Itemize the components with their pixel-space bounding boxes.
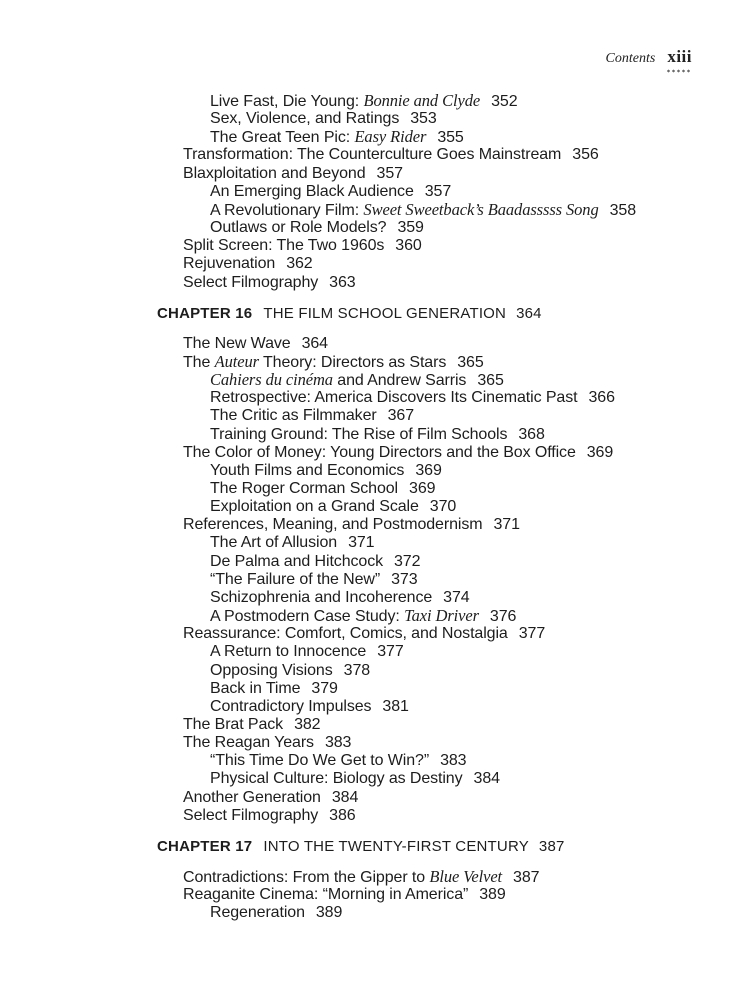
toc-section [183,807,356,825]
toc-section [183,165,403,183]
toc-section [183,516,520,534]
toc-entry-page-number: 383 [324,734,352,752]
toc-subsection [210,680,338,698]
toc-entry-title: The Color of Money: Young Directors and the Box Office [183,443,576,461]
toc-subsection [210,110,437,128]
toc-entry-title: Reaganite Cinema: “Morning in America” [183,886,469,904]
toc-entry-title: Select Filmography [183,806,319,824]
toc-entry-title: Training Ground: The Rise of Film Schools [210,425,508,443]
toc-subsection [210,480,435,498]
toc-subsection [210,752,466,770]
toc-entry-title: The Critic as Filmmaker [210,407,377,425]
chapter-number: CHAPTER 17 [157,837,253,855]
chapter-heading [157,838,565,856]
toc-entry-title: “This Time Do We Get to Win?” [210,752,430,770]
chapter-title: INTO THE TWENTY-FIRST CENTURY [263,837,529,855]
toc-entry-title: An Emerging Black Audience [210,182,414,200]
toc-section [183,886,506,904]
toc-section [183,255,313,273]
toc-entry-page-number: 384 [331,788,359,806]
toc-entry-page-number: 365 [477,372,504,390]
toc-entry-title: The Art of Allusion [210,534,338,552]
toc-subsection [210,904,342,922]
toc-entry-title: Schizophrenia and Incoherence [210,588,433,606]
toc-entry-page-number: 369 [409,480,436,497]
toc-entry-title: Another Generation [183,788,321,806]
toc-entry-title: Outlaws or Role Models? [210,219,387,237]
header-ornament [666,69,692,73]
toc-entry-page-number: 387 [513,869,540,886]
toc-entry-page-number: 362 [286,255,313,273]
toc-subsection [210,662,370,680]
toc-entry-page-number: 369 [415,461,442,479]
toc-entry-page-number: 383 [440,752,467,770]
toc-subsection [210,371,504,390]
toc-entry-title: The Great Teen Pic: Easy Rider [210,127,427,147]
toc-entry-page-number: 377 [518,625,546,643]
toc-section [183,274,356,292]
toc-section [183,237,422,255]
toc-entry-title: References, Meaning, and Postmodernism [183,516,483,534]
toc-entry-page-number: 368 [518,425,545,443]
toc-entry-page-number: 372 [394,552,421,570]
toc-subsection [210,698,409,716]
toc-subsection [210,407,414,425]
toc-entry-title: Exploitation on a Grand Scale [210,498,419,516]
toc-entry-title: Rejuvenation [183,255,276,273]
toc-subsection [210,571,418,589]
toc-entry-title: A Return to Innocence [210,643,367,661]
toc-subsection [210,770,500,788]
toc-entry-page-number: 371 [348,534,375,552]
toc-entry-page-number: 360 [395,237,422,255]
toc-entry-title: The Reagan Years [183,734,314,752]
toc-entry-title: Cahiers du cinéma and Andrew Sarris [210,370,467,390]
toc-entry-page-number: 367 [387,407,415,425]
chapter-heading [157,305,542,323]
running-header [606,47,692,73]
toc-section [183,353,484,372]
toc-entry-page-number: 373 [391,570,418,588]
toc-entry-page-number: 374 [443,588,470,606]
toc-entry-page-number: 384 [473,770,500,788]
toc-entry-title: The Roger Corman School [210,480,399,497]
toc-subsection [210,128,464,147]
toc-entry-title: A Revolutionary Film: Sweet Sweetback’s Baadasssss Song [210,199,599,219]
toc-entry-title: Reassurance: Comfort, Comics, and Nostalgia [183,625,508,643]
toc-entry-page-number: 386 [329,806,356,824]
toc-subsection [210,462,442,480]
toc-entry-page-number: 356 [572,146,599,164]
toc-entry-page-number: 353 [410,110,437,128]
toc-section [183,716,320,734]
toc-entry-title: The New Wave [183,334,291,352]
toc-subsection [210,389,615,407]
chapter-number: CHAPTER 16 [157,304,253,322]
toc-entry-page-number: 365 [457,353,484,371]
toc-entry-page-number: 379 [311,679,338,697]
toc-entry-page-number: 357 [376,164,403,182]
toc-subsection [210,426,545,444]
toc-entry-title: Sex, Violence, and Ratings [210,110,400,128]
toc-entry-title: Regeneration [210,904,305,922]
chapter-title: THE FILM SCHOOL GENERATION [263,304,507,322]
toc-subsection [210,201,636,220]
toc-entry-title: Contradictions: From the Gipper to Blue Velvet [183,867,503,886]
toc-entry-title: Split Screen: The Two 1960s [183,237,385,255]
toc-entry-page-number: 358 [609,201,636,219]
toc-entry-title: The Brat Pack [183,715,284,733]
toc-subsection [210,643,404,661]
toc-subsection [210,553,420,571]
toc-entry-title: Back in Time [210,679,301,697]
toc-entry-page-number: 370 [429,498,457,516]
toc-section [183,335,328,353]
toc-entry-page-number: 381 [382,697,409,715]
toc-entry-page-number: 355 [437,129,464,147]
toc-entry-title: Retrospective: America Discovers Its Cinematic Past [210,389,578,407]
toc-entry-title: De Palma and Hitchcock [210,552,383,570]
toc-entry-title: Select Filmography [183,273,319,291]
toc-section [183,734,351,752]
toc-entry-title: Live Fast, Die Young: Bonnie and Clyde [210,91,481,110]
toc-entry-page-number: 357 [424,182,452,200]
toc-entry-title: Blaxploitation and Beyond [183,164,366,182]
toc-entry-page-number: 389 [315,904,343,922]
toc-section [183,868,539,887]
page-number: xiii [667,47,692,66]
toc-entry-page-number: 376 [489,608,517,626]
toc-section [183,146,599,164]
toc-section [183,789,358,807]
toc-entry-title: The Auteur Theory: Directors as Stars [183,351,447,371]
toc-entry-page-number: 366 [588,389,615,407]
toc-entry-page-number: 364 [301,334,328,352]
toc-entry-title: Contradictory Impulses [210,697,372,715]
toc-entry-title: “The Failure of the New” [210,570,381,588]
chapter-page-number: 364 [516,304,542,322]
toc-entry-page-number: 371 [493,516,520,534]
toc-subsection [210,534,374,552]
toc-entry-page-number: 389 [479,886,506,904]
toc-entry-page-number: 363 [329,273,356,291]
toc-entry-page-number: 359 [397,219,424,237]
toc-entry-title: A Postmodern Case Study: Taxi Driver [210,606,479,626]
toc-subsection [210,589,470,607]
toc-entry-title: Youth Films and Economics [210,461,405,479]
toc-subsection [210,498,456,516]
chapter-page-number: 387 [538,837,565,855]
running-header-label: Contents [605,51,656,66]
toc-section [183,625,545,643]
toc-entry-page-number: 369 [586,443,614,461]
toc-entry-page-number: 377 [377,643,404,661]
toc-entry-title: Transformation: The Counterculture Goes Mainstream [183,146,562,164]
toc-entry-page-number: 352 [491,93,518,110]
toc-subsection [210,219,424,237]
toc-entry-page-number: 382 [294,715,321,733]
toc-entry-title: Physical Culture: Biology as Destiny [210,770,463,788]
toc-subsection [210,183,451,201]
toc-subsection [210,92,518,111]
toc-section [183,444,613,462]
toc-entry-title: Opposing Visions [210,661,333,679]
toc-subsection [210,607,516,626]
toc-entry-page-number: 378 [343,661,371,679]
